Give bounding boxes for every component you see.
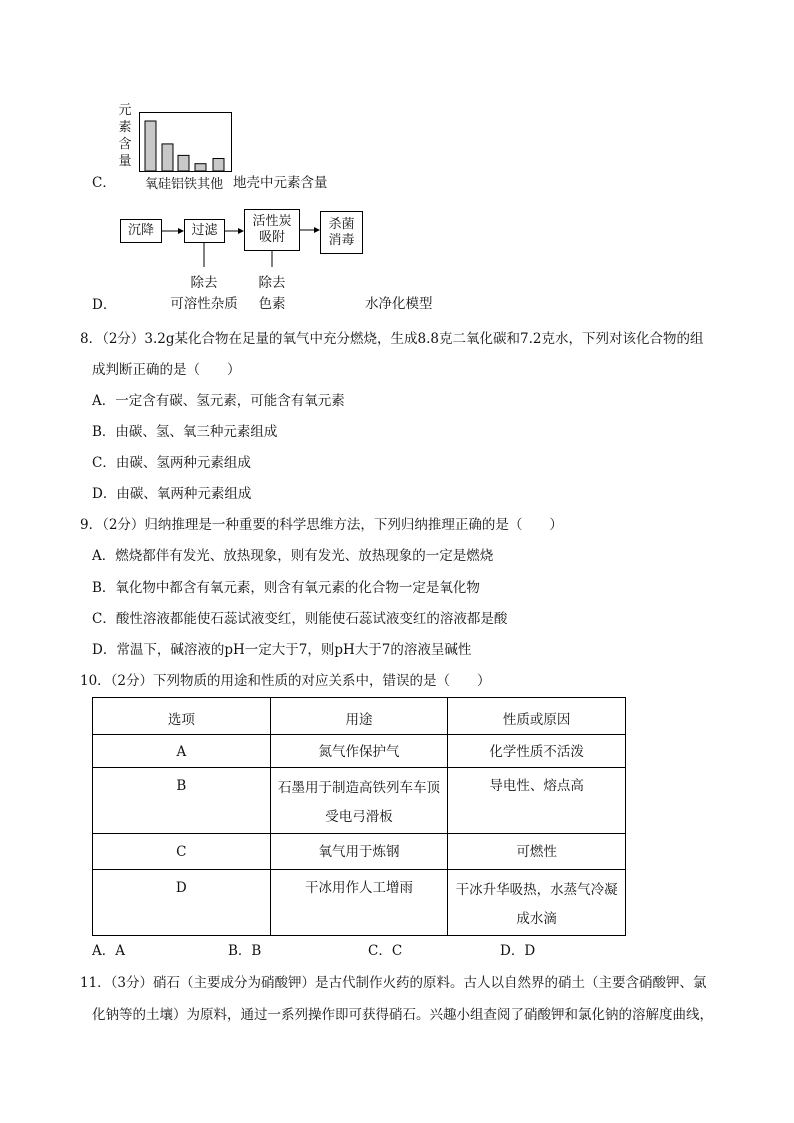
step-text: 杀菌 <box>328 216 355 232</box>
answer-option: D．D <box>500 943 536 959</box>
options-table <box>92 697 626 936</box>
table-row <box>93 870 626 936</box>
ylabel-char: 素 <box>118 120 132 135</box>
note-remove-pigment <box>250 273 294 315</box>
note-remove-soluble <box>150 273 258 315</box>
cell-line: 受电弓滑板 <box>325 809 393 825</box>
table-row <box>93 834 626 870</box>
question-stem-cont: 成判断正确的是（ ） <box>92 362 241 378</box>
note-text: 可溶性杂质 <box>170 296 238 312</box>
category-label: 硅 <box>158 177 172 192</box>
chart-caption: 地壳中元素含量 <box>233 175 328 191</box>
table-cell-property: 化学性质不活泼 <box>448 735 626 768</box>
cell-line: 干冰升华吸热，水蒸气冷凝 <box>455 882 618 898</box>
table-cell-option: C <box>93 834 271 870</box>
table-cell-option: A <box>93 735 271 768</box>
table-cell-use: 氧气用于炼钢 <box>270 834 448 870</box>
table-cell-property: 可燃性 <box>448 834 626 870</box>
question-stem-cont: 化钠等的土壤）为原料，通过一系列操作即可获得硝石。兴趣小组查阅了硝酸钾和氯化钠的溶解度曲线， <box>92 1007 713 1023</box>
table-header-row <box>93 698 626 735</box>
table-cell-property: 导电性、熔点高 <box>448 768 626 834</box>
category-label: 其他 <box>197 177 224 192</box>
answer-option: C．由碳、氢两种元素组成 <box>92 455 251 471</box>
note-text: 色素 <box>258 296 286 312</box>
question-stem: 10．（2分）下列物质的用途和性质的对应关系中，错误的是（ ） <box>80 673 491 689</box>
table-header: 性质或原因 <box>448 698 626 735</box>
question-stem: 9．（2分）归纳推理是一种重要的科学思维方法，下列归纳推理正确的是（ ） <box>80 517 563 533</box>
table-row <box>93 735 626 768</box>
table-cell-use: 干冰用作人工增雨 <box>270 870 448 936</box>
answer-option: D．常温下，碱溶液的pH一定大于7，则pH大于7的溶液呈碱性 <box>92 642 472 658</box>
answer-option: A．一定含有碳、氢元素，可能含有氧元素 <box>92 393 345 409</box>
answer-option: B．B <box>228 943 262 959</box>
table-cell-use: 氮气作保护气 <box>270 735 448 768</box>
cell-line: 成水滴 <box>516 911 557 927</box>
note-text: 除去 <box>258 275 286 291</box>
step-text: 过滤 <box>191 223 218 238</box>
table-cell-option: B <box>93 768 271 834</box>
answer-option: C．C <box>368 943 403 959</box>
note-text: 除去 <box>190 275 218 291</box>
answer-option: B．由碳、氢、氧三种元素组成 <box>92 424 278 440</box>
ylabel-char: 含 <box>118 137 132 152</box>
answer-option: A．A <box>92 943 125 959</box>
table-header: 选项 <box>93 698 271 735</box>
table-row <box>93 768 626 834</box>
category-label: 铁 <box>184 177 198 192</box>
ylabel-char: 量 <box>118 154 132 169</box>
diagram-caption: 水净化模型 <box>365 296 433 312</box>
flow-arrows <box>0 0 794 320</box>
category-label: 氧 <box>145 177 159 192</box>
table-cell-property <box>448 870 626 936</box>
table-cell-use <box>270 768 448 834</box>
table-header: 用途 <box>270 698 448 735</box>
option-d-letter: D． <box>92 297 117 313</box>
ylabel-char: 元 <box>118 103 132 118</box>
step-text: 活性炭 <box>252 214 292 229</box>
step-text: 沉降 <box>127 223 154 238</box>
answer-option: A．燃烧都伴有发光、放热现象，则有发光、放热现象的一定是燃烧 <box>92 548 494 564</box>
question-stem: 11．（3分）硝石（主要成分为硝酸钾）是古代制作火药的原料。古人以自然界的硝土（主要含硝酸钾、氯 <box>80 975 707 991</box>
option-c-letter: C． <box>92 175 116 191</box>
answer-option: D．由碳、氧两种元素组成 <box>92 486 252 502</box>
table-cell-option: D <box>93 870 271 936</box>
question-stem: 8．（2分）3.2g某化合物在足量的氧气中充分燃烧，生成8.8克二氧化碳和7.2克水，下列对该化合物的组 <box>80 331 704 347</box>
cell-line: 石墨用于制造高铁列车车顶 <box>277 780 440 796</box>
step-text: 吸附 <box>258 230 285 245</box>
answer-option: B．氧化物中都含有氧元素，则含有氧元素的化合物一定是氧化物 <box>92 580 480 596</box>
answer-option: C．酸性溶液都能使石蕊试液变红，则能使石蕊试液变红的溶液都是酸 <box>92 611 508 627</box>
step-text: 消毒 <box>328 232 355 248</box>
category-label: 铝 <box>171 177 185 192</box>
